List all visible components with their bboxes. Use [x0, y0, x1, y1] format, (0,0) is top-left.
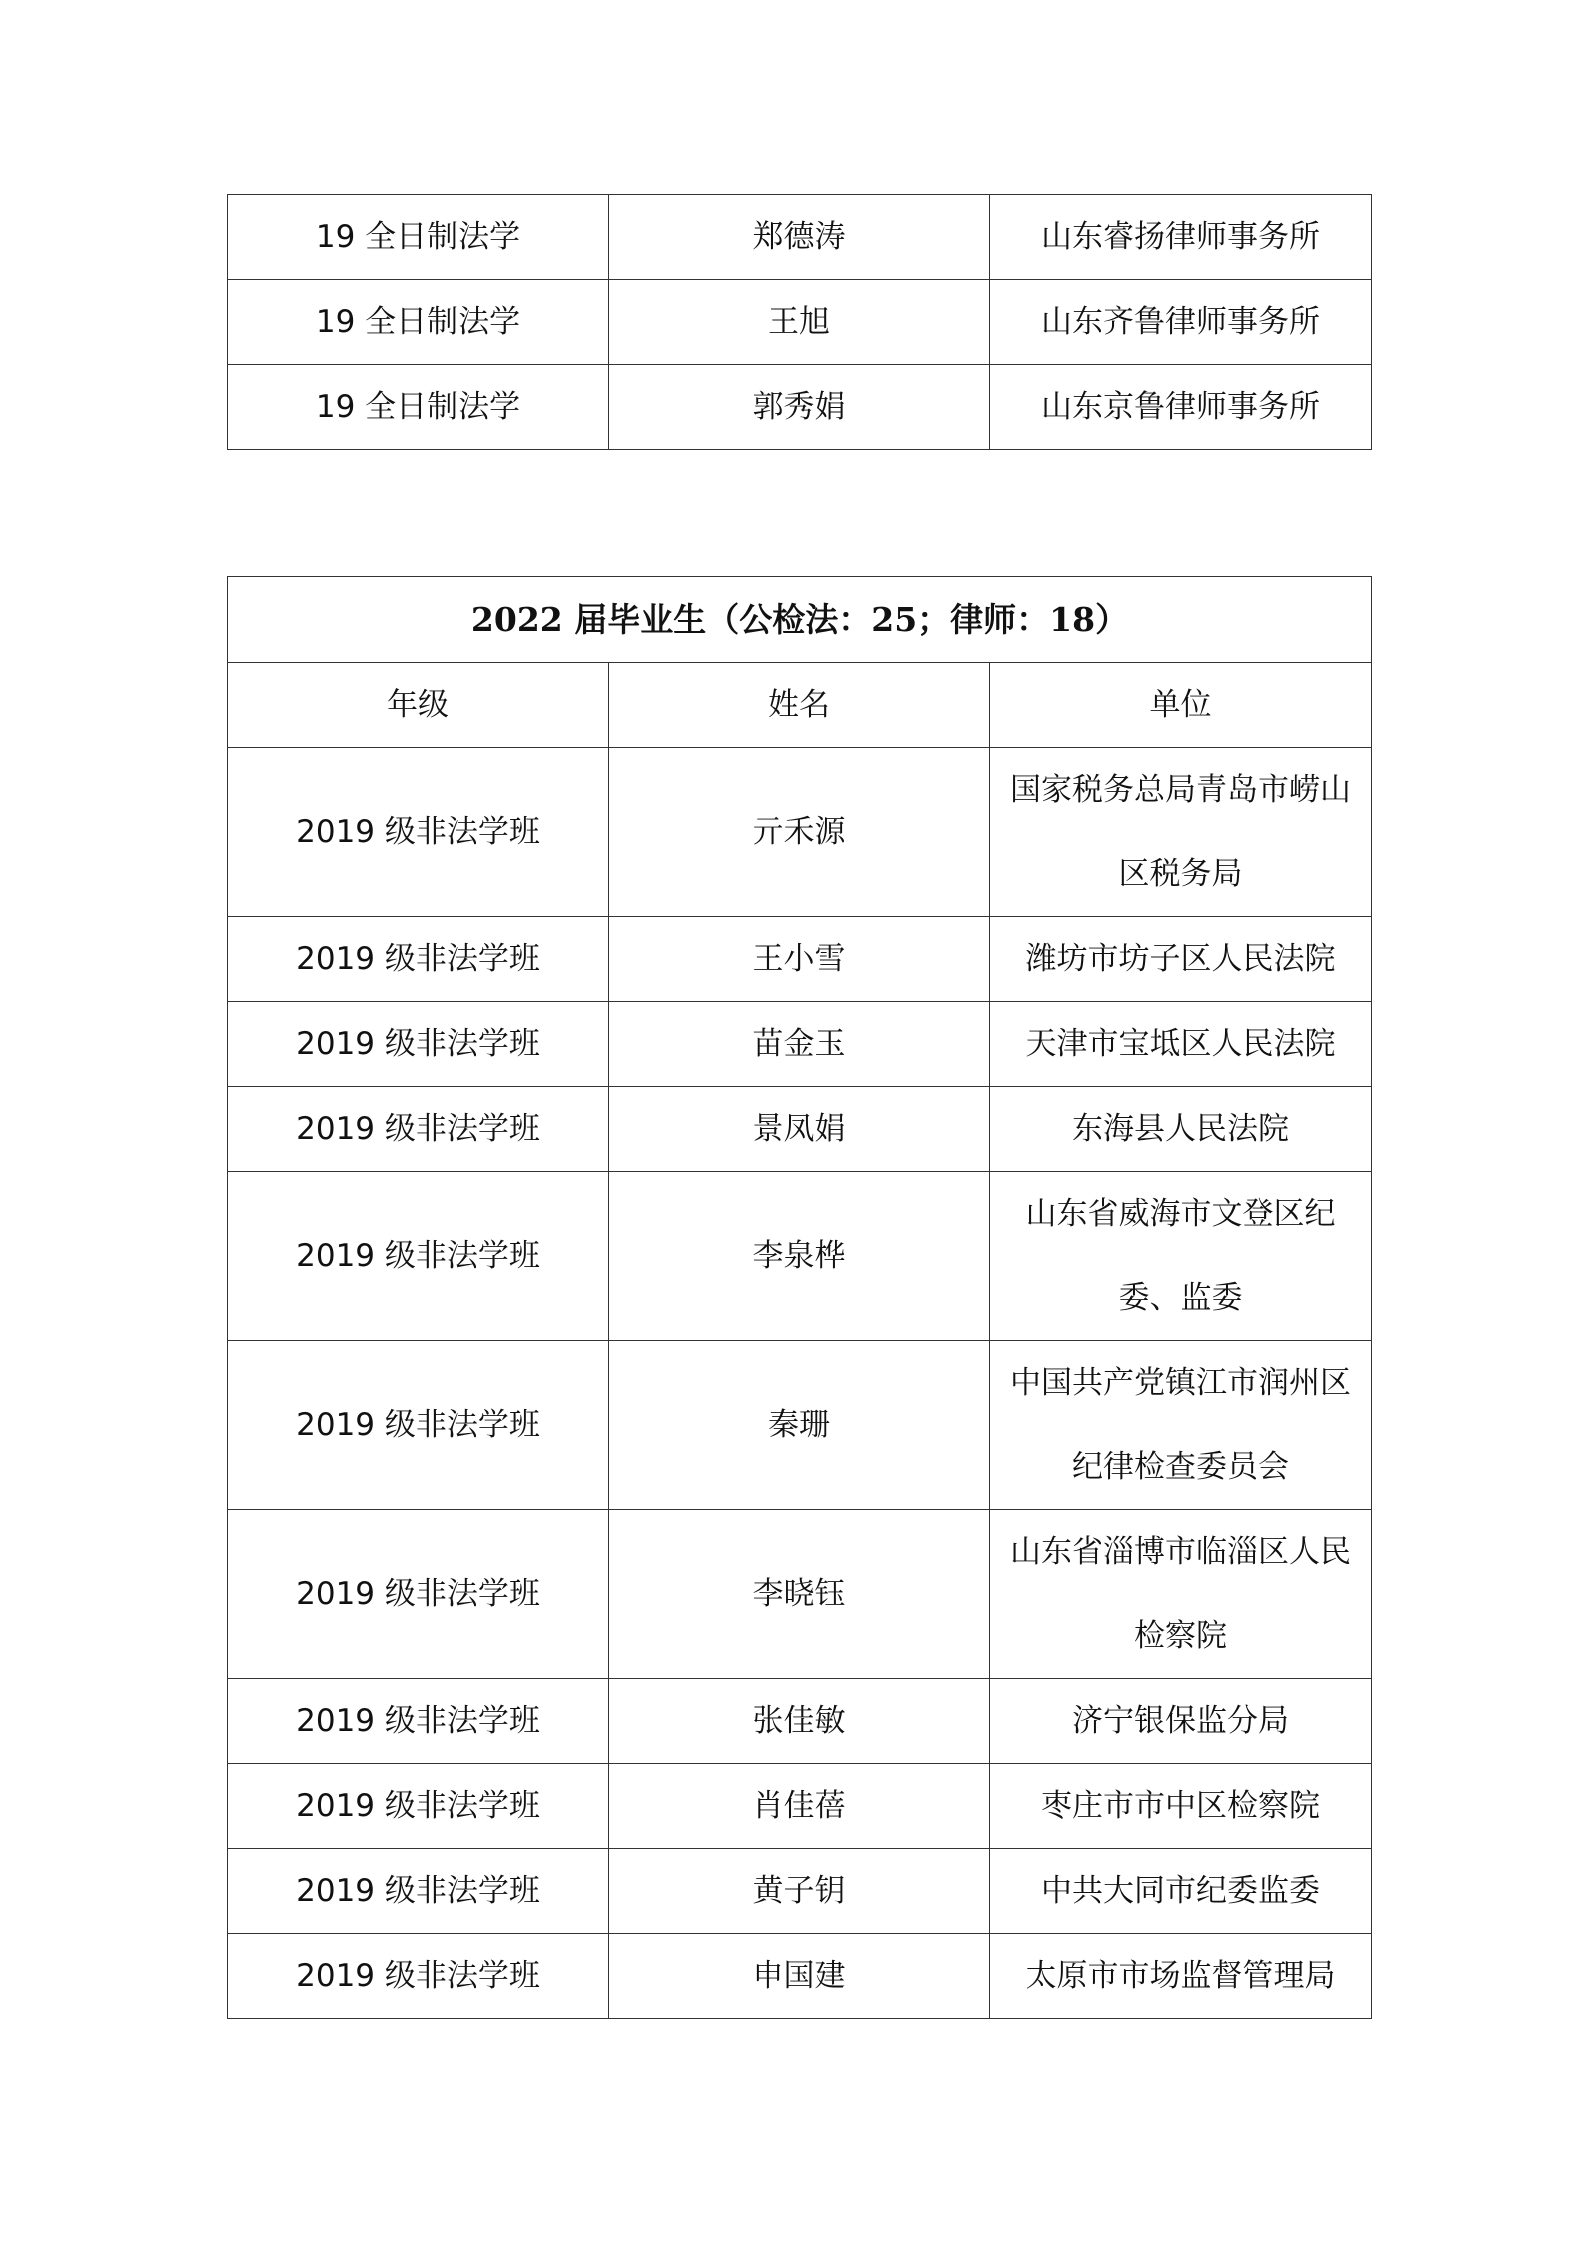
header-grade: 年级 — [228, 663, 609, 748]
unit-cell: 济宁银保监分局 — [990, 1679, 1372, 1764]
table-row — [228, 1934, 1372, 2019]
grade-cell: 2019 级非法学班 — [228, 1934, 609, 2019]
table-title-row — [228, 577, 1372, 663]
unit-cell: 东海县人民法院 — [990, 1087, 1372, 1172]
name-cell: 亓禾源 — [609, 748, 990, 917]
name-cell: 申国建 — [609, 1934, 990, 2019]
grade-cell: 19 全日制法学 — [228, 195, 609, 280]
header-unit: 单位 — [990, 663, 1372, 748]
grade-cell: 2019 级非法学班 — [228, 917, 609, 1002]
name-cell: 肖佳蓓 — [609, 1764, 990, 1849]
grade-cell: 19 全日制法学 — [228, 280, 609, 365]
header-name: 姓名 — [609, 663, 990, 748]
table-row — [228, 917, 1372, 1002]
name-cell: 王小雪 — [609, 917, 990, 1002]
table-row — [228, 1002, 1372, 1087]
name-cell: 郑德涛 — [609, 195, 990, 280]
table-row — [228, 748, 1372, 917]
previous-graduates-table — [227, 194, 1372, 450]
table-row — [228, 1172, 1372, 1341]
grade-cell: 2019 级非法学班 — [228, 1510, 609, 1679]
grade-cell: 2019 级非法学班 — [228, 1002, 609, 1087]
name-cell: 王旭 — [609, 280, 990, 365]
unit-cell: 山东省淄博市临淄区人民检察院 — [990, 1510, 1372, 1679]
table-row — [228, 1341, 1372, 1510]
name-cell: 黄子钥 — [609, 1849, 990, 1934]
grade-cell: 2019 级非法学班 — [228, 1679, 609, 1764]
name-cell: 景凤娟 — [609, 1087, 990, 1172]
grade-cell: 2019 级非法学班 — [228, 748, 609, 917]
graduates-2022-table — [227, 576, 1372, 2019]
grade-cell: 2019 级非法学班 — [228, 1087, 609, 1172]
table-header-row — [228, 663, 1372, 748]
table-row — [228, 365, 1372, 450]
table-row — [228, 1679, 1372, 1764]
table-row — [228, 1764, 1372, 1849]
name-cell: 李泉桦 — [609, 1172, 990, 1341]
grade-cell: 2019 级非法学班 — [228, 1764, 609, 1849]
unit-cell: 山东齐鲁律师事务所 — [990, 280, 1372, 365]
name-cell: 张佳敏 — [609, 1679, 990, 1764]
unit-cell: 枣庄市市中区检察院 — [990, 1764, 1372, 1849]
table-row — [228, 195, 1372, 280]
table-title: 2022 届毕业生（公检法：25；律师：18） — [228, 577, 1372, 663]
unit-cell: 潍坊市坊子区人民法院 — [990, 917, 1372, 1002]
unit-cell: 中共大同市纪委监委 — [990, 1849, 1372, 1934]
grade-cell: 2019 级非法学班 — [228, 1341, 609, 1510]
table-row — [228, 280, 1372, 365]
unit-cell: 太原市市场监督管理局 — [990, 1934, 1372, 2019]
table-row — [228, 1849, 1372, 1934]
unit-cell: 天津市宝坻区人民法院 — [990, 1002, 1372, 1087]
name-cell: 郭秀娟 — [609, 365, 990, 450]
unit-cell: 中国共产党镇江市润州区纪律检查委员会 — [990, 1341, 1372, 1510]
grade-cell: 2019 级非法学班 — [228, 1849, 609, 1934]
name-cell: 李晓钰 — [609, 1510, 990, 1679]
grade-cell: 2019 级非法学班 — [228, 1172, 609, 1341]
unit-cell: 山东睿扬律师事务所 — [990, 195, 1372, 280]
table-row — [228, 1510, 1372, 1679]
unit-cell: 山东省威海市文登区纪委、监委 — [990, 1172, 1372, 1341]
grade-cell: 19 全日制法学 — [228, 365, 609, 450]
table-row — [228, 1087, 1372, 1172]
unit-cell: 国家税务总局青岛市崂山区税务局 — [990, 748, 1372, 917]
unit-cell: 山东京鲁律师事务所 — [990, 365, 1372, 450]
name-cell: 苗金玉 — [609, 1002, 990, 1087]
name-cell: 秦珊 — [609, 1341, 990, 1510]
